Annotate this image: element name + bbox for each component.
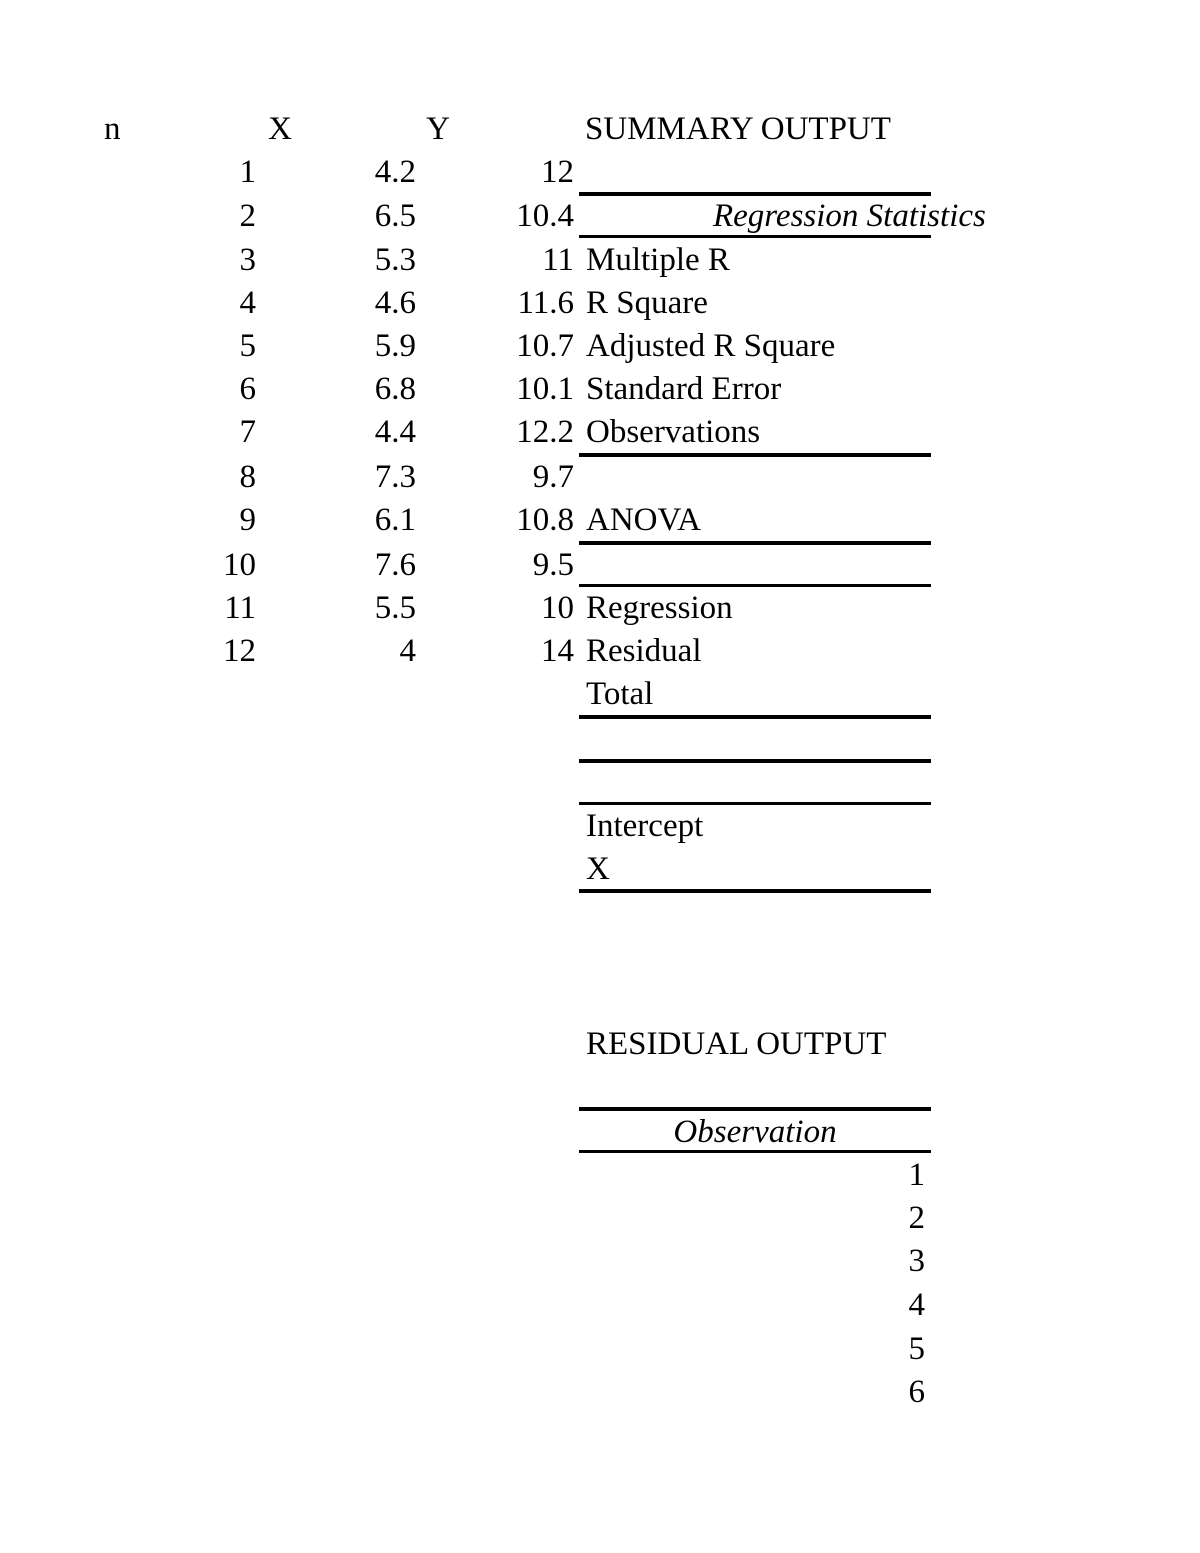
y-cell: 9.5 bbox=[532, 547, 574, 583]
header-y: Y bbox=[426, 111, 450, 147]
coef-label: X bbox=[586, 851, 610, 887]
rule bbox=[579, 802, 931, 805]
rule bbox=[579, 541, 931, 545]
x-cell: 5.3 bbox=[374, 242, 416, 278]
stat-label: Multiple R bbox=[586, 242, 730, 278]
n-cell: 9 bbox=[239, 502, 256, 538]
x-cell: 7.3 bbox=[374, 459, 416, 495]
observation-cell: 4 bbox=[908, 1287, 925, 1323]
y-cell: 9.7 bbox=[532, 459, 574, 495]
anova-label: Regression bbox=[586, 590, 733, 626]
x-cell: 5.5 bbox=[374, 590, 416, 626]
observation-cell: 2 bbox=[908, 1200, 925, 1236]
y-cell: 10 bbox=[541, 590, 574, 626]
y-cell: 12 bbox=[541, 154, 574, 190]
x-cell: 4 bbox=[399, 633, 416, 669]
n-cell: 10 bbox=[223, 547, 256, 583]
n-cell: 11 bbox=[224, 590, 256, 626]
regression-stats-header-text: Regression Statistics bbox=[713, 198, 986, 234]
coef-label: Intercept bbox=[586, 808, 704, 844]
n-cell: 4 bbox=[239, 285, 256, 321]
observation-cell: 3 bbox=[908, 1243, 925, 1279]
header-n: n bbox=[104, 111, 121, 147]
stat-label: R Square bbox=[586, 285, 708, 321]
y-cell: 10.4 bbox=[516, 198, 574, 234]
rule bbox=[579, 584, 931, 587]
rule bbox=[579, 715, 931, 719]
n-cell: 2 bbox=[239, 198, 256, 234]
anova-title: ANOVA bbox=[586, 502, 701, 538]
summary-title: SUMMARY OUTPUT bbox=[585, 111, 891, 147]
observation-header: Observation bbox=[673, 1114, 837, 1150]
stat-label: Observations bbox=[586, 414, 761, 450]
y-cell: 11 bbox=[542, 242, 574, 278]
x-cell: 6.5 bbox=[374, 198, 416, 234]
y-cell: 10.7 bbox=[516, 328, 574, 364]
rule bbox=[579, 235, 931, 238]
residual-title: RESIDUAL OUTPUT bbox=[586, 1026, 887, 1062]
n-cell: 6 bbox=[239, 371, 256, 407]
stat-label: Standard Error bbox=[586, 371, 782, 407]
y-cell: 10.1 bbox=[516, 371, 574, 407]
y-cell: 11.6 bbox=[517, 285, 574, 321]
n-cell: 12 bbox=[223, 633, 256, 669]
x-cell: 6.1 bbox=[374, 502, 416, 538]
anova-label: Total bbox=[586, 676, 654, 712]
x-cell: 6.8 bbox=[374, 371, 416, 407]
y-cell: 10.8 bbox=[516, 502, 574, 538]
rule bbox=[579, 759, 931, 763]
rule bbox=[579, 1150, 931, 1153]
x-cell: 4.2 bbox=[374, 154, 416, 190]
observation-cell: 1 bbox=[908, 1157, 925, 1193]
x-cell: 5.9 bbox=[374, 328, 416, 364]
x-cell: 4.4 bbox=[374, 414, 416, 450]
y-cell: 12.2 bbox=[516, 414, 574, 450]
stat-label: Adjusted R Square bbox=[586, 328, 836, 364]
n-cell: 5 bbox=[239, 328, 256, 364]
observation-cell: 5 bbox=[908, 1331, 925, 1367]
n-cell: 1 bbox=[239, 154, 256, 190]
regression-stats-header bbox=[579, 197, 986, 237]
rule bbox=[579, 192, 931, 196]
x-cell: 7.6 bbox=[374, 547, 416, 583]
anova-label: Residual bbox=[586, 633, 702, 669]
rule bbox=[579, 889, 931, 893]
n-cell: 7 bbox=[239, 414, 256, 450]
n-cell: 3 bbox=[239, 242, 256, 278]
rule bbox=[579, 1107, 931, 1111]
header-x: X bbox=[268, 111, 292, 147]
observation-cell: 6 bbox=[908, 1374, 925, 1410]
rule bbox=[579, 453, 931, 457]
y-cell: 14 bbox=[541, 633, 574, 669]
n-cell: 8 bbox=[239, 459, 256, 495]
x-cell: 4.6 bbox=[374, 285, 416, 321]
